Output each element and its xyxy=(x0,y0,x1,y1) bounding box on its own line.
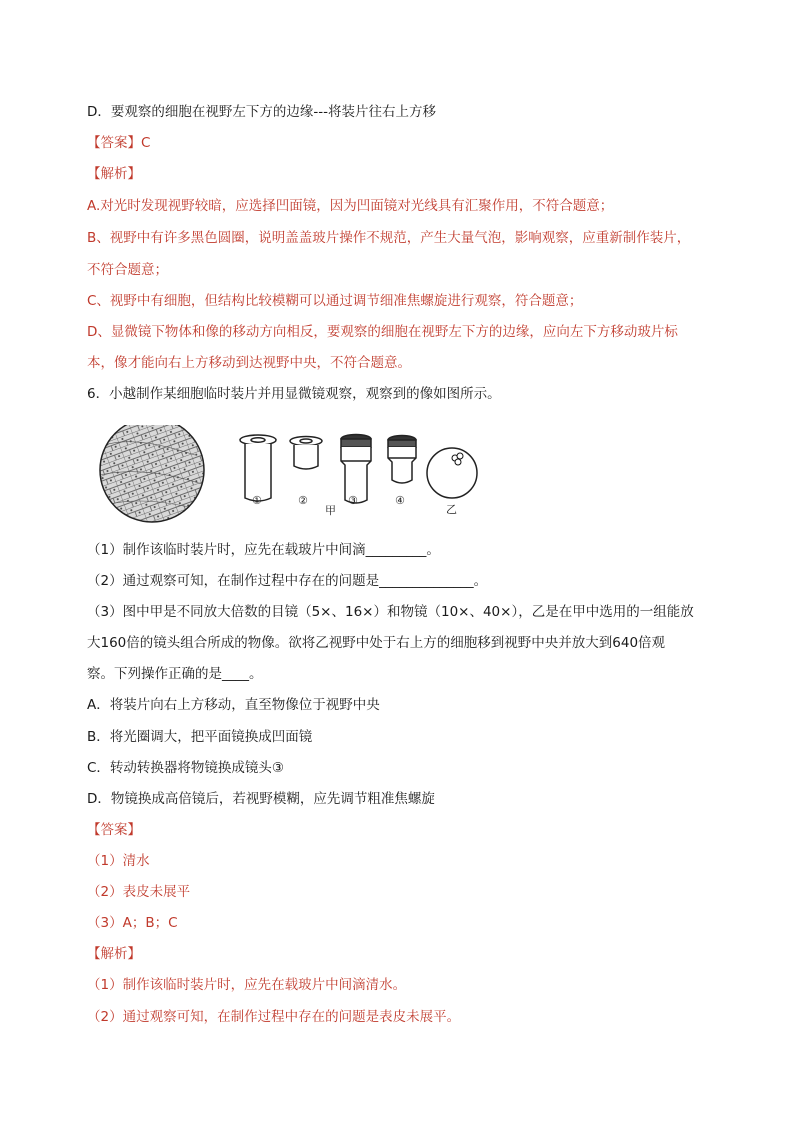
analysis-d-1: D、显微镜下物体和像的移动方向相反，要观察的细胞在视野左下方的边缘，应向左下方移动玻片标 xyxy=(87,324,678,340)
answer-2-part-3: （3）A；B；C xyxy=(87,915,178,931)
label-lens-2: ② xyxy=(298,494,308,507)
answer-row-1 xyxy=(87,133,717,153)
explanation-2: （2）通过观察可知，在制作过程中存在的问题是表皮未展平。 xyxy=(87,1009,461,1025)
label-lens-1: ① xyxy=(252,494,262,507)
analysis-b-2: 不符合题意； xyxy=(87,262,168,278)
answer-2-part-2: （2）表皮未展平 xyxy=(87,884,191,900)
analysis-d-2: 本，像才能向右上方移动到达视野中央，不符合题意。 xyxy=(87,355,411,371)
figure-svg xyxy=(95,425,525,525)
explanation-1: （1）制作该临时装片时，应先在载玻片中间滴清水。 xyxy=(87,977,407,993)
analysis-a: A.对光时发现视野较暗，应选择凹面镜，因为凹面镜对光线具有汇聚作用，不符合题意； xyxy=(87,198,614,214)
lens-2-eyepiece-short xyxy=(290,437,322,470)
label-jia: 甲 xyxy=(325,504,336,517)
label-yi: 乙 xyxy=(446,503,457,516)
option-d-previous: D．要观察的细胞在视野左下方的边缘---将装片往右上方移 xyxy=(87,104,437,120)
question-6-stem: 6．小越制作某细胞临时装片并用显微镜观察，观察到的像如图所示。 xyxy=(87,386,501,402)
lens-4-objective-short xyxy=(388,436,416,484)
answer-2-part-1: （1）清水 xyxy=(87,853,150,869)
analysis-c: C、视野中有细胞，但结构比较模糊可以通过调节细准焦螺旋进行观察，符合题意； xyxy=(87,293,583,309)
analysis-b-1: B、视野中有许多黑色圆圈，说明盖盖玻片操作不规范，产生大量气泡，影响观察，应重新制作装片， xyxy=(87,230,691,246)
question-6-part-1: （1）制作该临时装片时，应先在载玻片中间滴_________。 xyxy=(87,542,440,558)
analysis-tag: 【解析】 xyxy=(87,166,141,182)
label-lens-4: ④ xyxy=(395,494,405,507)
answer-tag: 【答案】 xyxy=(87,135,141,151)
option-d: D．物镜换成高倍镜后，若视野模糊，应先调节粗准焦螺旋 xyxy=(87,791,435,807)
answer-value: C xyxy=(141,135,151,151)
analysis-tag-2: 【解析】 xyxy=(87,946,141,962)
option-a: A．将装片向右上方移动，直至物像位于视野中央 xyxy=(87,697,380,713)
question-6-part-3a: （3）图中甲是不同放大倍数的目镜（5×、16×）和物镜（10×、40×），乙是在甲中选用的一组能放 xyxy=(87,604,694,620)
option-b: B．将光圈调大，把平面镜换成凹面镜 xyxy=(87,729,313,745)
view-yi-circle xyxy=(427,448,477,498)
microscope-figure xyxy=(95,425,525,525)
question-6-part-2: （2）通过观察可知，在制作过程中存在的问题是______________。 xyxy=(87,573,488,589)
cell-view-image xyxy=(100,425,205,522)
option-c: C．转动转换器将物镜换成镜头③ xyxy=(87,760,285,776)
question-6-part-3b: 大160倍的镜头组合所成的物像。欲将乙视野中处于右上方的细胞移到视野中央并放大到640倍观 xyxy=(87,635,666,651)
lens-3-objective-long xyxy=(341,435,371,504)
answer-tag-2: 【答案】 xyxy=(87,822,141,838)
lens-1-eyepiece-tall xyxy=(240,435,276,501)
question-6-part-3c: 察。下列操作正确的是____。 xyxy=(87,666,263,682)
label-lens-3: ③ xyxy=(348,494,358,507)
